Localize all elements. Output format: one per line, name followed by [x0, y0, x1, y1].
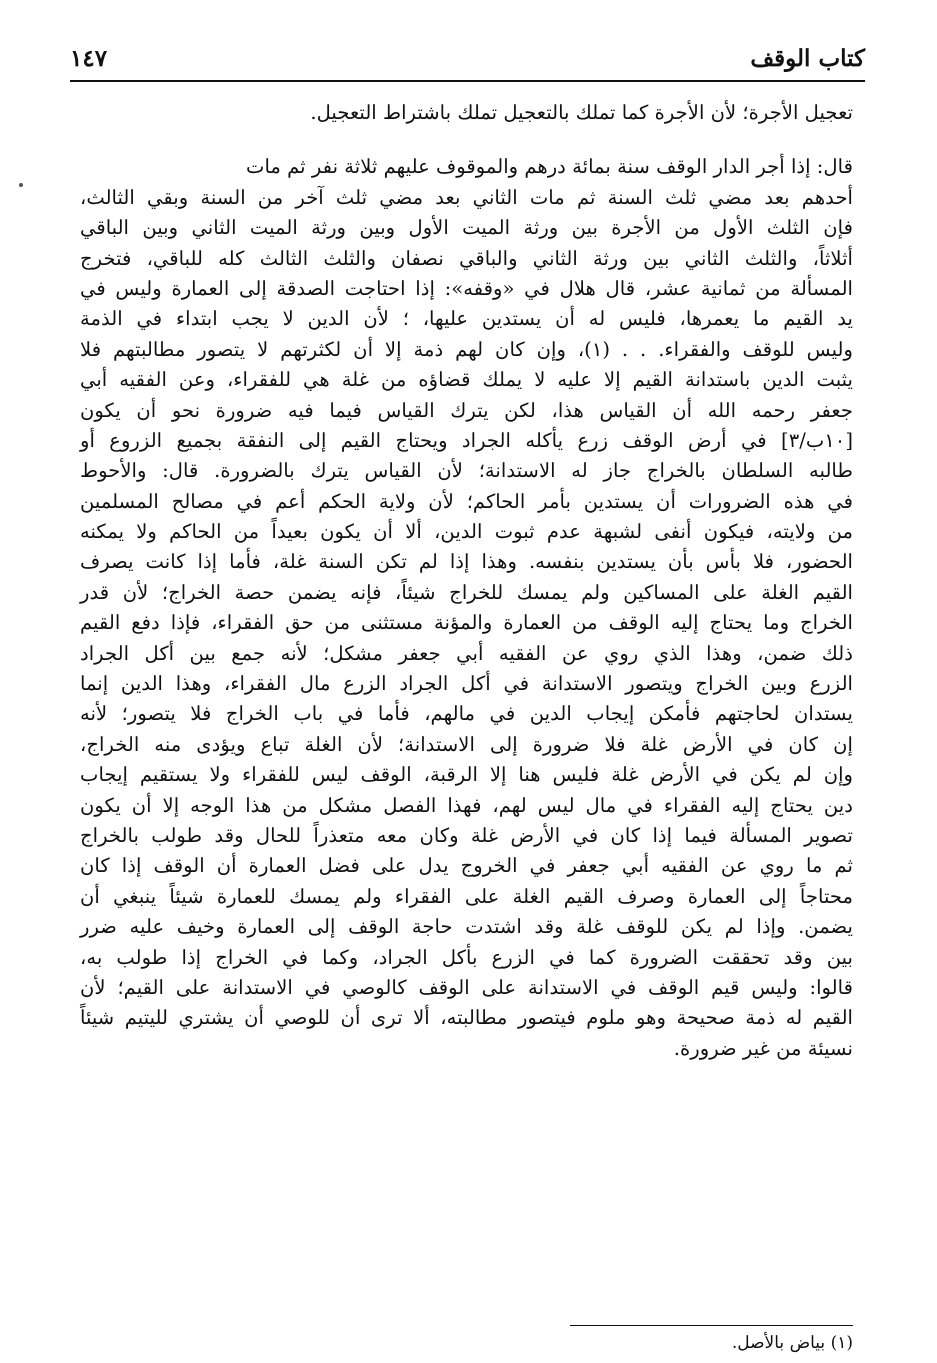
- page-header: [70, 36, 865, 82]
- main-text: [80, 98, 853, 1064]
- text-line: بين وقد تحققت الضرورة كما في الزرع بأكل الجراد، وكما في الخراج إذا طولب به،: [80, 945, 853, 969]
- text-line: فإن الثلث الأول من الأجرة بين ورثة الميت الأول وبين ورثة الميت الثاني وبين الباقي: [80, 216, 853, 240]
- footnote-marker: (١): [830, 1333, 853, 1353]
- text-line: يثبت الدين باستدانة القيم إلا عليه لا يملك قضاؤه من غلة هي للفقراء، وعن الفقيه أبي: [80, 368, 853, 392]
- footnote-text: بياض بالأصل.: [731, 1333, 826, 1353]
- text-line: [١٠ب/٣] في أرض الوقف زرع يأكله الجراد ويحتاج القيم إلى النفقة بجميع الزروع أو: [80, 428, 853, 452]
- text-line: دين يحتاج إليه الفقراء في مال ليس لهم، فهذا الفصل مشكل من هذا الوجه إلا أن يكون: [80, 793, 853, 817]
- footnote-divider: [570, 1325, 853, 1326]
- text-line: تعجيل الأجرة؛ لأن الأجرة كما تملك بالتعجيل تملك باشتراط التعجيل.: [310, 101, 853, 124]
- text-line: ذلك ضمن، وهذا الذي روي عن الفقيه أبي جعفر مشكل؛ لأنه جمع بين أكل الجراد: [80, 641, 853, 665]
- text-line: القيم الغلة على المساكين ولم يمسك للخراج شيئاً، فإنه يضمن حصة الخراج؛ لأن قدر: [80, 580, 853, 604]
- text-line: جعفر رحمه الله أن القياس هذا، لكن يترك القياس فيما فيه ضرورة نحو أن يكون: [80, 398, 853, 422]
- text-line: قالوا: وليس قيم الوقف في الاستدانة على الوقف كالوصي في الاستدانة على القيم؛ لأن: [80, 975, 853, 999]
- margin-mark: [19, 183, 23, 187]
- text-line: القيم له ذمة صحيحة وهو ملوم فيتصور مطالبته، ألا ترى أن للوصي أن يشتري لليتيم شيئاً: [80, 1006, 853, 1030]
- text-line: ثم ما روي عن الفقيه أبي جعفر في الخروج يدل على فضل العمارة أن الوقف إذا كان: [80, 854, 853, 878]
- text-line: طالبه السلطان بالخراج جاز له الاستدانة؛ لأن القياس يترك بالضرورة. قال: والأحوط: [80, 459, 853, 483]
- text-line: أحدهم بعد مضي ثلث السنة ثم مات الثاني بعد مضي ثلث آخر من السنة وبقي الثالث،: [80, 185, 853, 209]
- text-line: الخراج وما يحتاج إليه الوقف من العمارة والمؤنة مستثنى من حق الفقراء، فإذا دفع القيم: [80, 611, 853, 635]
- text-line: أثلاثاً، والثلث الثاني بين ورثة الثاني والباقي نصفان والثلث الثالث كله للباقي، فتخرج: [80, 246, 853, 270]
- text-line: محتاجاً إلى العمارة وصرف القيم الغلة على الفقراء ولم يمسك للعمارة شيئاً ينبغي أن: [80, 884, 853, 908]
- text-line: يضمن. وإذا لم يكن للوقف غلة وقد اشتدت حاجة الوقف إلى العمارة وخيف عليه ضرر: [80, 915, 853, 939]
- text-line: في هذه الضرورات أن يستدين بأمر الحاكم؛ لأن ولاية الحكم أعم في مصالح المسلمين: [80, 489, 853, 513]
- text-line: من ولايته، فيكون أنفى لشبهة عدم ثبوت الدين، ألا أن يكون بعيداً من الحاكم ولا يمكنه: [80, 520, 853, 544]
- text-line: الحضور، فلا بأس بأن يستدين بنفسه. وهذا إذا لم تكن السنة غلة، فأما إذا كانت يصرف: [80, 550, 853, 574]
- text-line: قال: إذا أجر الدار الوقف سنة بمائة درهم والموقوف عليهم ثلاثة نفر ثم مات: [246, 155, 853, 179]
- text-line: نسيئة من غير ضرورة.: [673, 1036, 853, 1060]
- book-title: كتاب الوقف: [750, 44, 865, 72]
- text-line: تصوير المسألة فيما إذا كان في الأرض غلة وكان معه متعذراً للحال وقد طولب بالخراج: [80, 823, 853, 847]
- text-line: الزرع وبين الخراج ويتصور الاستدانة في أكل الجراد الزرع مال الفقراء، وهذا الدين إنما: [80, 672, 853, 696]
- footnote: [732, 1333, 853, 1353]
- text-line: يستدان لحاجتهم فأمكن إيجاب الدين في مالهم، فأما في باب الخراج فلا يتصور؛ لأنه: [80, 702, 853, 726]
- paragraph-gap: [80, 128, 853, 152]
- text-line: وإن لم يكن في الأرض غلة فليس هنا إلا الرقبة، الوقف ليس للفقراء ولا يستقيم إيجاب: [80, 763, 853, 787]
- text-line: يد القيم ما يعمرها، فليس له أن يستدين عليها، ؛ لأن الدين لا يجب ابتداء في الذمة: [80, 307, 853, 331]
- page-number: ١٤٧: [70, 44, 108, 72]
- text-line: إن كان في الأرض غلة فلا ضرورة إلى الاستدانة؛ لأن الغلة تباع ويؤدى منه الخراج،: [80, 732, 853, 756]
- text-line: وليس للوقف والفقراء. . . (١)، وإن كان لهم ذمة إلا أن لكثرتهم لا يتصور مطالبتهم فلا: [80, 337, 853, 361]
- text-line: المسألة من ثمانية عشر، قال هلال في «وقفه»: إذا احتاجت الصدقة إلى العمارة وليس في: [80, 276, 853, 300]
